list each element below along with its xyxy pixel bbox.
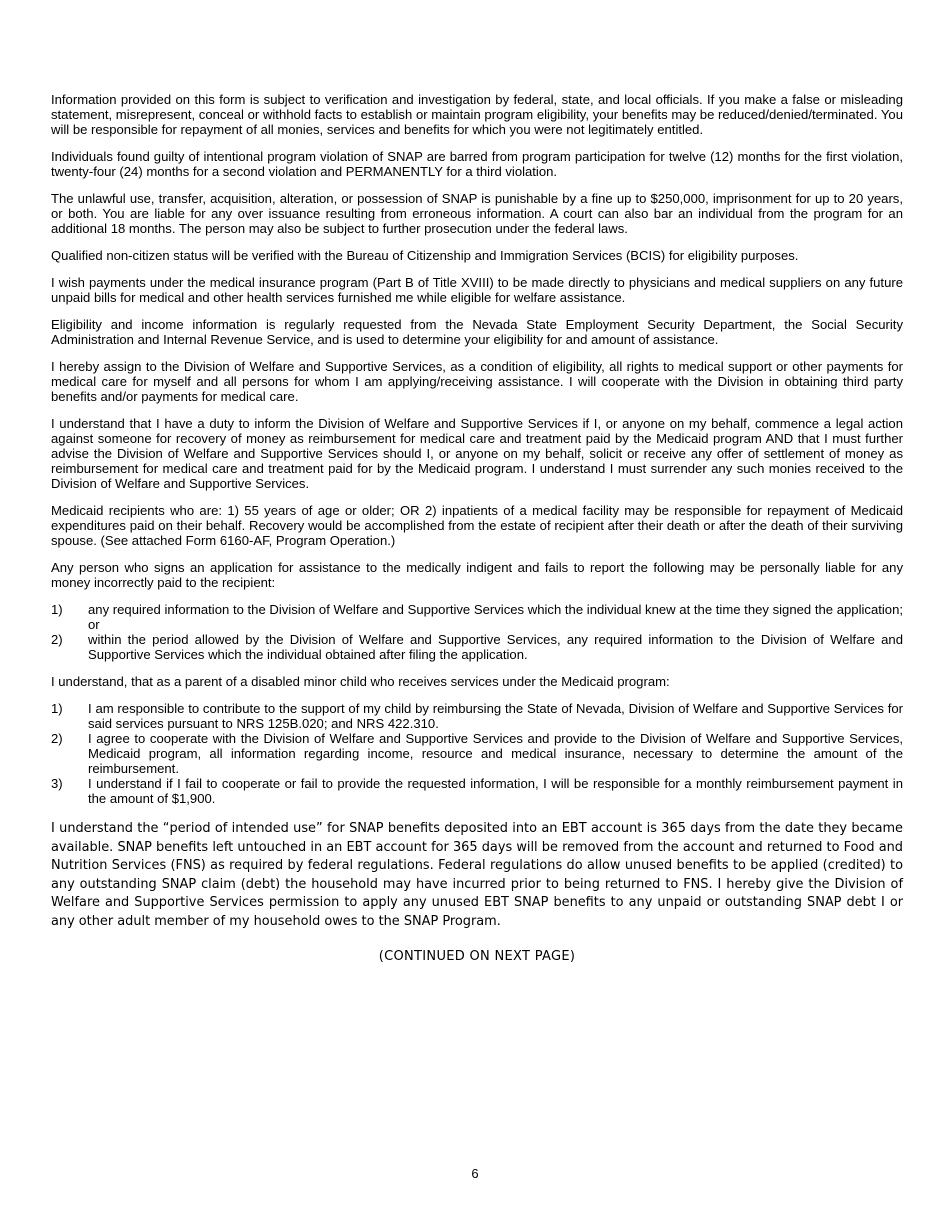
paragraph-noncitizen: Qualified non-citizen status will be verified with the Bureau of Citizenship and Immigration Services (BCIS) for eligibility purposes. — [51, 248, 799, 263]
list-number: 2) — [51, 632, 63, 647]
paragraph-assignment: I hereby assign to the Division of Welfare and Supportive Services, as a condition of eligibility, all rights to medical support or other payments for medical care for myself and all persons for whom I am applying/receiving assistance. I will cooperate with the Division in obtaining third party benefits and/or payments for medical care. — [51, 359, 903, 404]
list-number: 2) — [51, 731, 63, 746]
document-body — [51, 92, 903, 964]
list-text: any required information to the Division of Welfare and Supportive Services which the individual knew at the time they signed the application; or — [88, 602, 903, 632]
paragraph-snap-penalty: The unlawful use, transfer, acquisition, alteration, or possession of SNAP is punishable by a fine up to $250,000, imprisonment for up to 20 years, or both. You are liable for any over issuance resulting from erroneous information. A court can also bar an individual from the program for an additional 18 months. The person may also be subject to further prosecution under the federal laws. — [51, 191, 903, 236]
paragraph-verification: Information provided on this form is subject to verification and investigation by federal, state, and local officials. If you make a false or misleading statement, misrepresent, conceal or withhold facts to establish or maintain program eligibility, your benefits may be reduced/denied/terminated. You will be responsible for repayment of all monies, services and benefits for which you were not legitimately entitled. — [51, 92, 903, 137]
list-text: I agree to cooperate with the Division of Welfare and Supportive Services and provide to the Division of Welfare and Supportive Services, Medicaid program, all information regarding income, resource and medical insurance, necessary to determine the amount of the reimbursement. — [88, 731, 903, 776]
list-number: 3) — [51, 776, 63, 791]
paragraph-legal-action: I understand that I have a duty to inform the Division of Welfare and Supportive Services if I, or anyone on my behalf, commence a legal action against someone for recovery of money as reimbursement for medical care and treatment paid by the Medicaid program AND that I must further advise the Division of Welfare and Supportive Services should I, or anyone on my behalf, solicit or receive any offer of settlement of money as reimbursement for medical care and treatment paid for by the Medicaid program. I understand I must surrender any such monies received to the Division of Welfare and Supportive Services. — [51, 416, 903, 491]
list-number: 1) — [51, 602, 63, 617]
list-text: I understand if I fail to cooperate or fail to provide the requested information, I will be responsible for a monthly reimbursement payment in the amount of $1,900. — [88, 776, 903, 806]
continued-notice: (CONTINUED ON NEXT PAGE) — [378, 949, 576, 964]
list-item — [51, 776, 903, 806]
list-number: 1) — [51, 701, 63, 716]
list-text: I am responsible to contribute to the support of my child by reimbursing the State of Nevada, Division of Welfare and Supportive Services for said services pursuant to NRS 125B.020; and NRS 422.310. — [88, 701, 903, 731]
list-text: within the period allowed by the Division of Welfare and Supportive Services, any required information to the Division of Welfare and Supportive Services which the individual obtained after filing the application. — [88, 632, 903, 662]
liability-list — [51, 602, 903, 662]
page-number: 6 — [471, 1166, 479, 1181]
paragraph-medicaid-recovery: Medicaid recipients who are: 1) 55 years of age or older; OR 2) inpatients of a medical facility may be responsible for repayment of Medicaid expenditures paid on their behalf. Recovery would be accomplished from the estate of recipient after their death or after the death of their surviving spouse. (See attached Form 6160-AF, Program Operation.) — [51, 503, 903, 548]
list-item — [51, 602, 903, 632]
list-item — [51, 701, 903, 731]
paragraph-medical-insurance: I wish payments under the medical insurance program (Part B of Title XVIII) to be made directly to physicians and medical suppliers on any future unpaid bills for medical and other health services furnished me while eligible for welfare assistance. — [51, 275, 903, 305]
paragraph-liability: Any person who signs an application for assistance to the medically indigent and fails to report the following may be personally liable for any money incorrectly paid to the recipient: — [51, 560, 903, 590]
paragraph-parent-intro: I understand, that as a parent of a disabled minor child who receives services under the Medicaid program: — [51, 674, 670, 689]
paragraph-eligibility-info: Eligibility and income information is regularly requested from the Nevada State Employment Security Department, the Social Security Administration and Internal Revenue Service, and is used to determine your eligibility for and amount of assistance. — [51, 317, 903, 347]
paragraph-snap-violation: Individuals found guilty of intentional program violation of SNAP are barred from program participation for twelve (12) months for the first violation, twenty-four (24) months for a second violation and PERMANENTLY for a third violation. — [51, 149, 903, 179]
paragraph-snap-ebt: I understand the “period of intended use” for SNAP benefits deposited into an EBT account is 365 days from the date they became available. SNAP benefits left untouched in an EBT account for 365 days will be removed from the account and returned to Food and Nutrition Services (FNS) as required by federal regulations. Federal regulations do allow unused benefits to be applied (credited) to any outstanding SNAP claim (debt) the household may have incurred prior to being returned to FNS. I hereby give the Division of Welfare and Supportive Services permission to apply any unused EBT SNAP benefits to any unpaid or outstanding SNAP debt I or any other adult member of my household owes to the SNAP Program. — [51, 821, 903, 929]
list-item — [51, 632, 903, 662]
parent-list — [51, 701, 903, 806]
list-item — [51, 731, 903, 776]
